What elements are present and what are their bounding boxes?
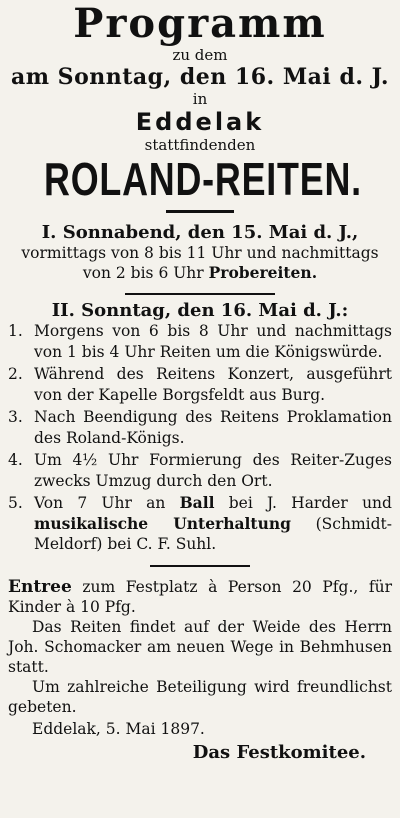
saturday-line-1: vormittags von 8 bis 11 Uhr und nachmittags <box>21 244 379 262</box>
dateline: Eddelak, 5. Mai 1897. <box>32 719 205 738</box>
list-item <box>8 364 392 405</box>
poster-title: Programm <box>73 0 327 47</box>
section-sunday <box>8 301 392 555</box>
music-label: musikalische Unterhaltung <box>34 513 291 533</box>
signature: Das Festkomitee. <box>192 741 366 763</box>
item-text <box>34 493 392 555</box>
divider <box>125 293 275 295</box>
item-5-post: (Schmidt-Meldorf) bei C. F. Suhl. <box>34 514 392 553</box>
invitation-paragraph: Um zahlreiche Beteiligung wird freundlichst gebeten. <box>8 677 392 716</box>
section-footer <box>8 577 392 763</box>
list-item <box>8 450 392 491</box>
entree-text: zum Festplatz à Person 20 Pfg., für Kinder à 10 Pfg. <box>8 577 392 616</box>
item-text: Nach Beendigung des Reitens Proklamation des Roland-Königs. <box>34 408 392 447</box>
item-5-mid: bei J. Harder und <box>228 494 392 512</box>
saturday-heading: I. Sonnabend, den 15. Mai d. J., <box>41 222 359 243</box>
item-number: 3. <box>8 408 23 426</box>
entree-label: Entree <box>8 576 72 597</box>
item-text: Morgens von 6 bis 8 Uhr und nachmittags von 1 bis 4 Uhr Reiten um die Königswürde. <box>34 322 392 361</box>
stattfindenden-line: stattfindenden <box>144 136 256 154</box>
entree-line <box>8 577 392 617</box>
item-number: 5. <box>8 494 23 512</box>
ball-label: Ball <box>179 493 215 512</box>
item-number: 1. <box>8 322 23 340</box>
program-list <box>8 321 392 555</box>
in-line: in <box>192 90 208 108</box>
list-item <box>8 321 392 362</box>
item-text: Während des Reitens Konzert, ausgeführt von der Kapelle Borgsfeldt aus Burg. <box>34 365 392 404</box>
sunday-heading: II. Sonntag, den 16. Mai d. J.: <box>51 300 349 321</box>
section-saturday <box>8 223 392 283</box>
item-number: 4. <box>8 451 23 469</box>
divider <box>166 210 234 213</box>
probereiten-label: Probereiten. <box>208 263 318 282</box>
list-item <box>8 493 392 555</box>
divider <box>150 565 250 567</box>
item-5-pre: Von 7 Uhr an <box>34 494 166 512</box>
list-item <box>8 407 392 448</box>
place-name: Eddelak <box>135 108 265 136</box>
saturday-line-2-text: von 2 bis 6 Uhr <box>82 264 204 282</box>
item-number: 2. <box>8 365 23 383</box>
saturday-line-2 <box>8 263 392 283</box>
zu-dem-line: zu dem <box>172 46 228 64</box>
sunday-date-line: am Sonntag, den 16. Mai d. J. <box>10 64 389 90</box>
location-paragraph: Das Reiten findet auf der Weide des Herrn Joh. Schomacker am neuen Wege in Behmhusen statt. <box>8 617 392 676</box>
item-text: Um 4½ Uhr Formierung des Reiter-Zuges zwecks Umzug durch den Ort. <box>34 451 392 490</box>
event-name: ROLAND-REITEN. <box>44 153 362 205</box>
